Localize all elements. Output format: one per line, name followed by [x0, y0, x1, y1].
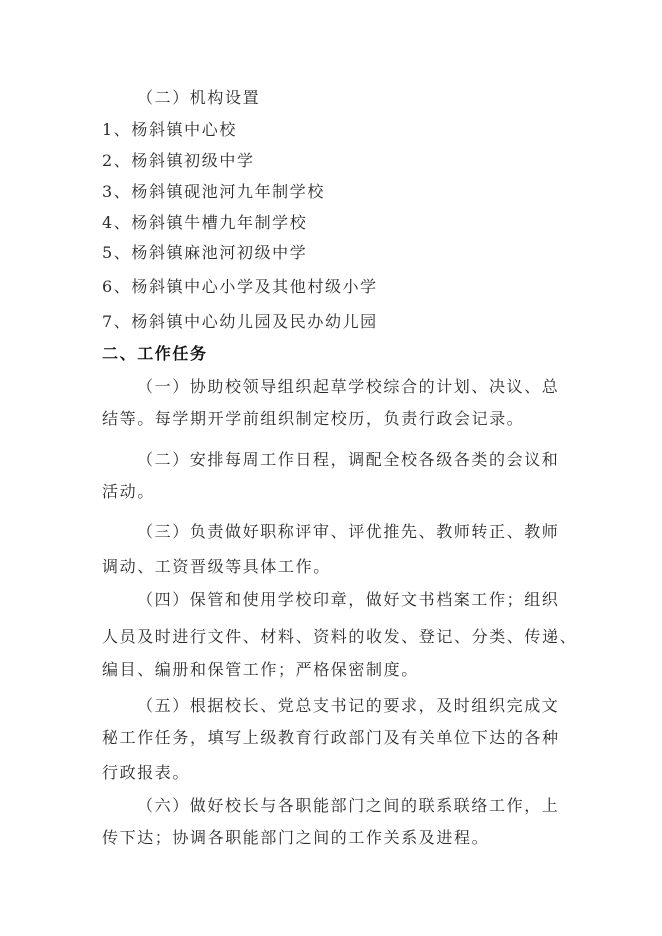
task-line: （四）保管和使用学校印章，做好文书档案工作；组织 [137, 590, 560, 609]
task-line: 活动。 [102, 482, 155, 501]
task-line: 人员及时进行文件、材料、资料的收发、登记、分类、传递、 [102, 627, 578, 646]
org-item: 4、杨斜镇牛槽九年制学校 [102, 213, 308, 232]
section-heading-tasks: 二、工作任务 [102, 344, 208, 363]
task-line: （一）协助校领导组织起草学校综合的计划、决议、总 [137, 377, 560, 396]
task-line: 编目、编册和保管工作；严格保密制度。 [102, 660, 419, 679]
task-line: （六）做好校长与各职能部门之间的联系联络工作，上 [137, 796, 560, 815]
org-item: 6、杨斜镇中心小学及其他村级小学 [102, 277, 378, 296]
org-item: 3、杨斜镇砚池河九年制学校 [102, 182, 325, 201]
task-line: 秘工作任务，填写上级教育行政部门及有关单位下达的各种 [102, 728, 560, 747]
org-item: 2、杨斜镇初级中学 [102, 151, 255, 170]
task-line: （五）根据校长、党总支书记的要求，及时组织完成文 [137, 696, 560, 715]
org-item: 7、杨斜镇中心幼儿园及民办幼儿园 [102, 312, 378, 331]
task-line: （三）负责做好职称评审、评优推先、教师转正、教师 [137, 522, 560, 541]
task-line: 结等。每学期开学前组织制定校历，负责行政会记录。 [102, 409, 525, 428]
task-line: 调动、工资晋级等具体工作。 [102, 557, 331, 576]
task-line: 行政报表。 [102, 763, 191, 782]
org-item: 1、杨斜镇中心校 [102, 120, 237, 139]
org-item: 5、杨斜镇麻池河初级中学 [102, 243, 308, 262]
task-line: （二）安排每周工作日程，调配全校各级各类的会议和 [137, 450, 560, 469]
task-line: 传下达；协调各职能部门之间的工作关系及进程。 [102, 828, 490, 847]
section-heading-org: （二）机构设置 [137, 88, 261, 107]
